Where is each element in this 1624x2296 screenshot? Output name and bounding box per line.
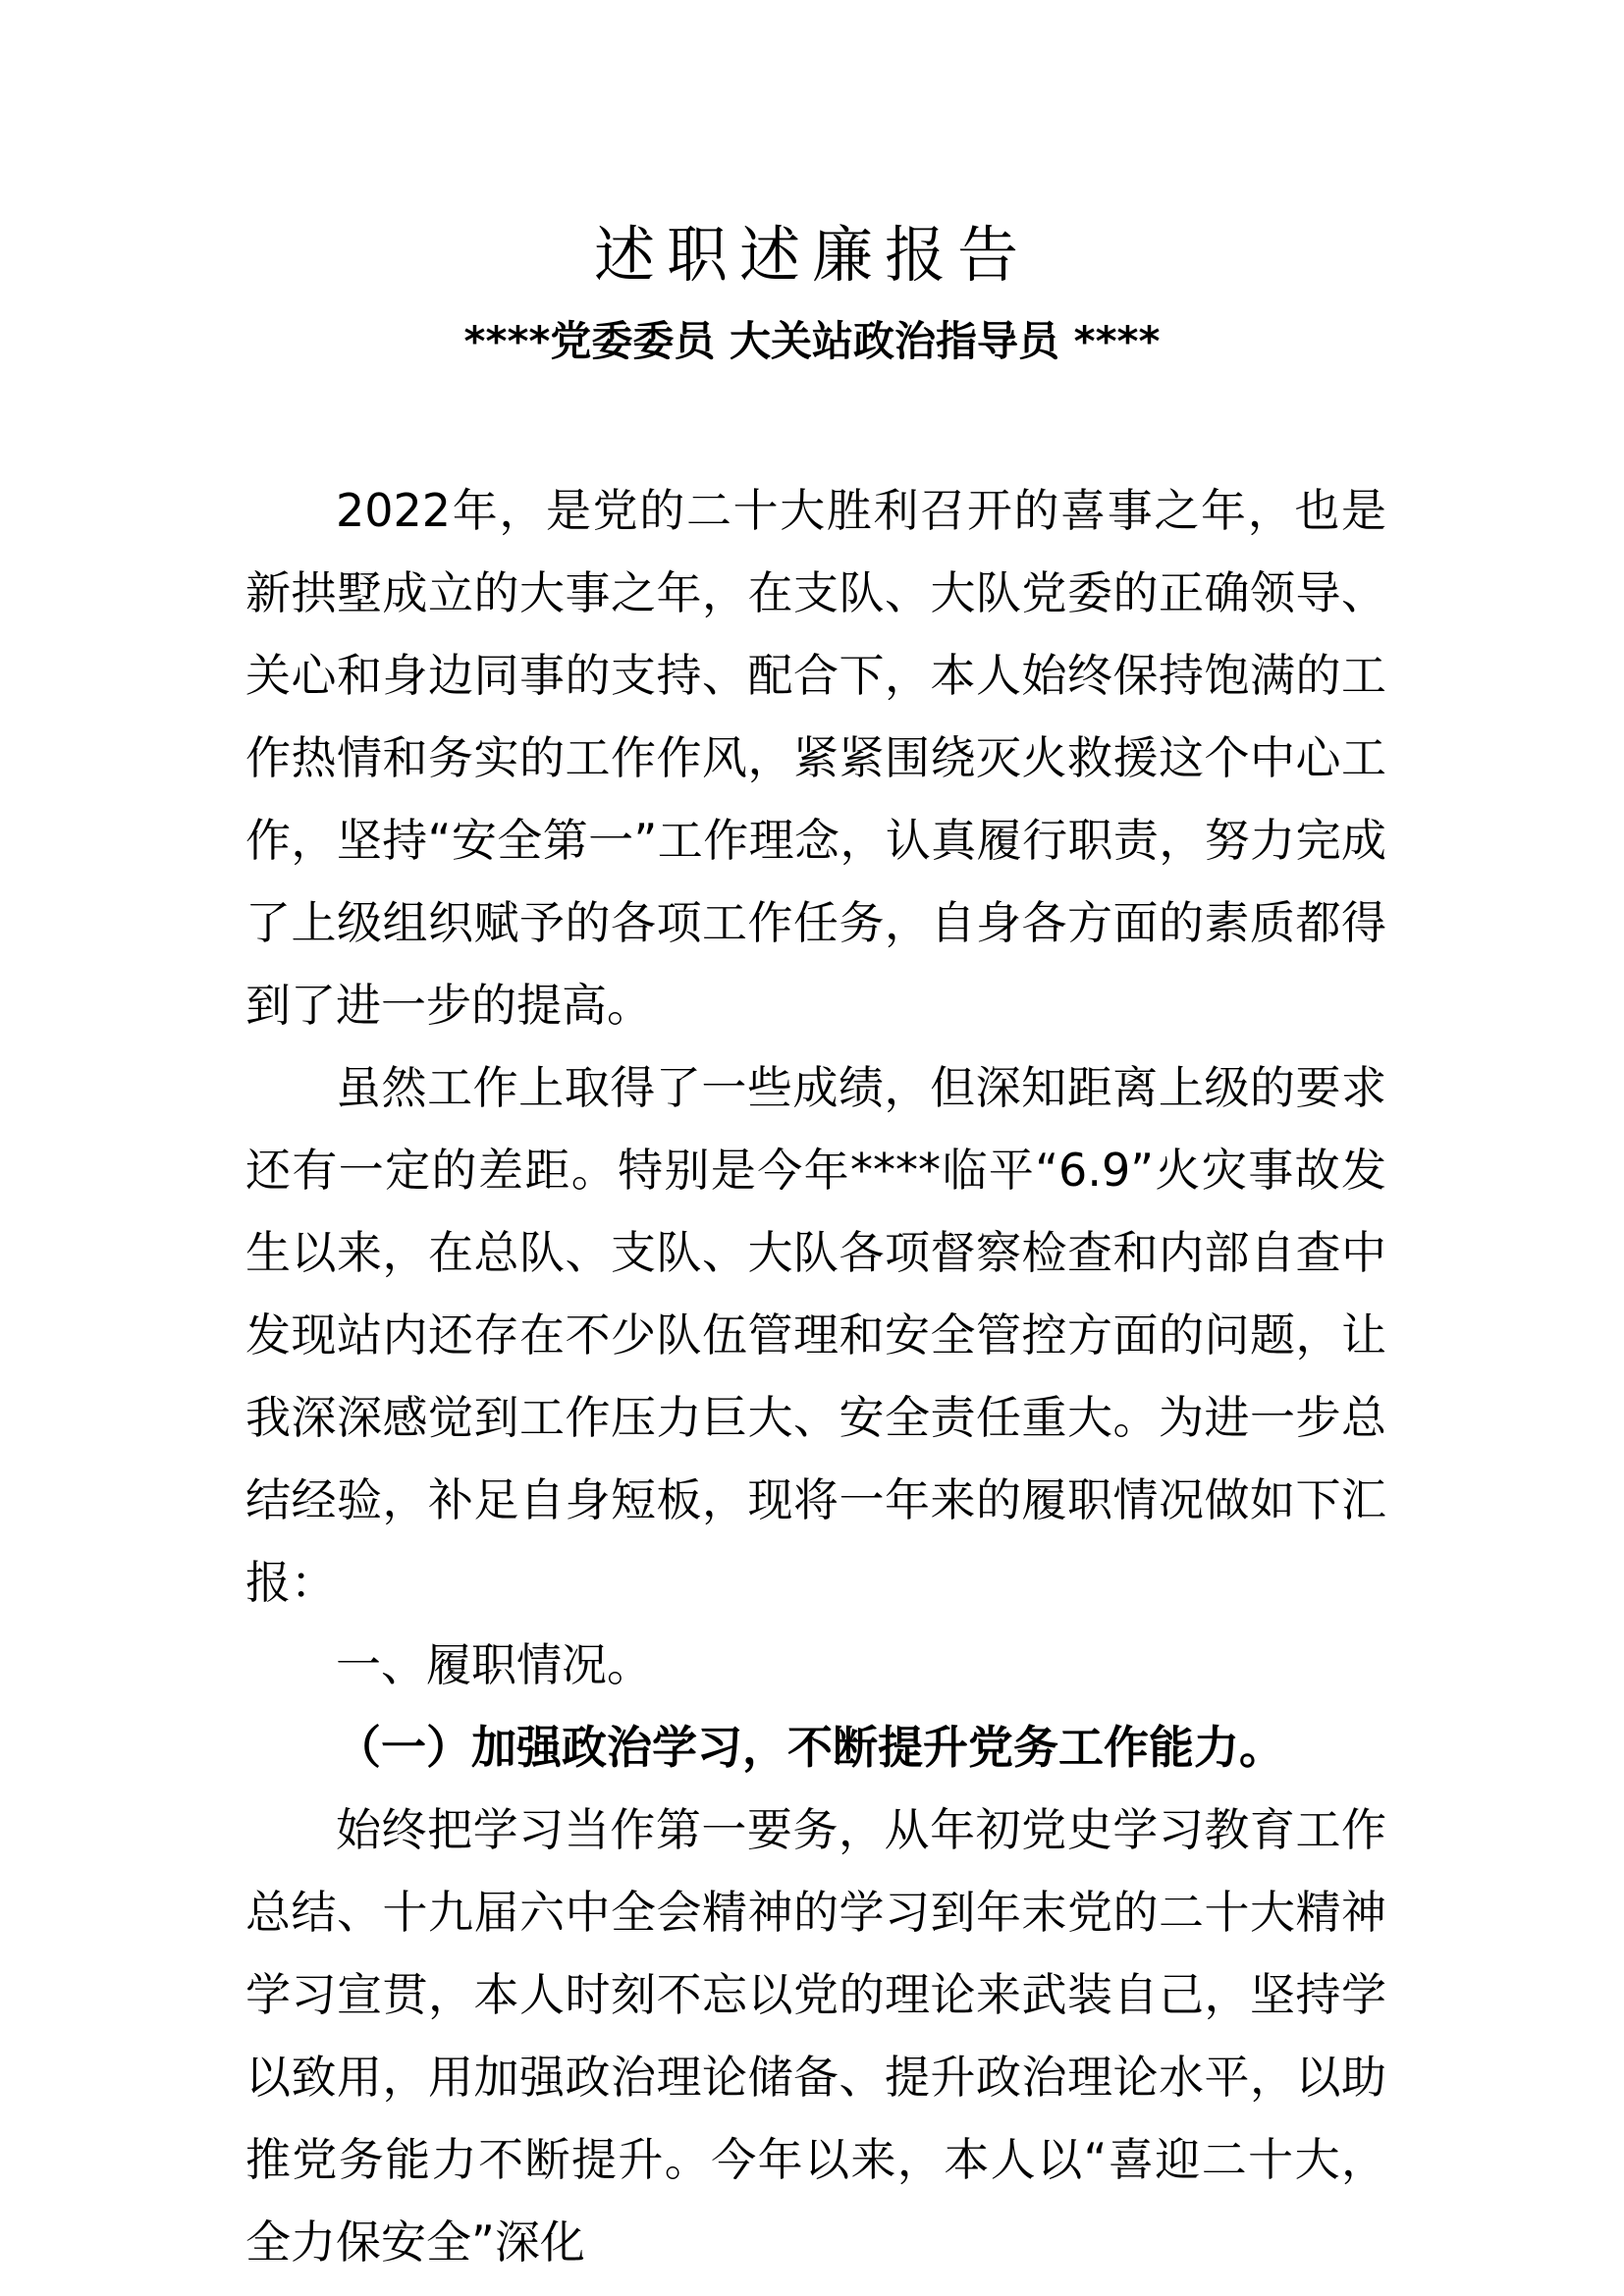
section-heading-duties: 一、履职情况。 <box>336 1638 652 1691</box>
paragraph-shortcomings: 虽然工作上取得了一些成绩，但深知距离上级的要求还有一定的差距。特别是今年****临平“6.9”火灾事故发生以来，在总队、支队、大队各项督察检查和内部自查中发现站内还存在不少队伍管理和安全管控方面的问题，让我深深感觉到工作压力巨大、安全责任重大。为进一步总结经验，补足自身短板，现将一年来的履职情况做如下汇报： <box>245 1061 1386 1609</box>
paragraph-political-study: 始终把学习当作第一要务，从年初党史学习教育工作总结、十九届六中全会精神的学习到年末党的二十大精神学习宣贯，本人时刻不忘以党的理论来武装自己，坚持学以致用，用加强政治理论储备、提升政治理论水平，以助推党务能力不断提升。今年以来，本人以“喜迎二十大，全力保安全”深化 <box>245 1803 1386 2269</box>
document-subtitle: ****党委委员 大关站政治指导员 **** <box>463 317 1161 365</box>
document-body <box>245 469 1386 2283</box>
document-title: 述职述廉报告 <box>593 219 1030 291</box>
paragraph-intro: 2022年，是党的二十大胜利召开的喜事之年，也是新拱墅成立的大事之年，在支队、大队党委的正确领导、关心和身边同事的支持、配合下，本人始终保持饱满的工作热情和务实的工作作风，紧紧围绕灭火救援这个中心工作，坚持“安全第一”工作理念，认真履行职责，努力完成了上级组织赋予的各项工作任务，自身各方面的素质都得到了进一步的提高。 <box>245 484 1386 1032</box>
subsection-heading-political-study: （一）加强政治学习，不断提升党务工作能力。 <box>336 1721 1284 1774</box>
